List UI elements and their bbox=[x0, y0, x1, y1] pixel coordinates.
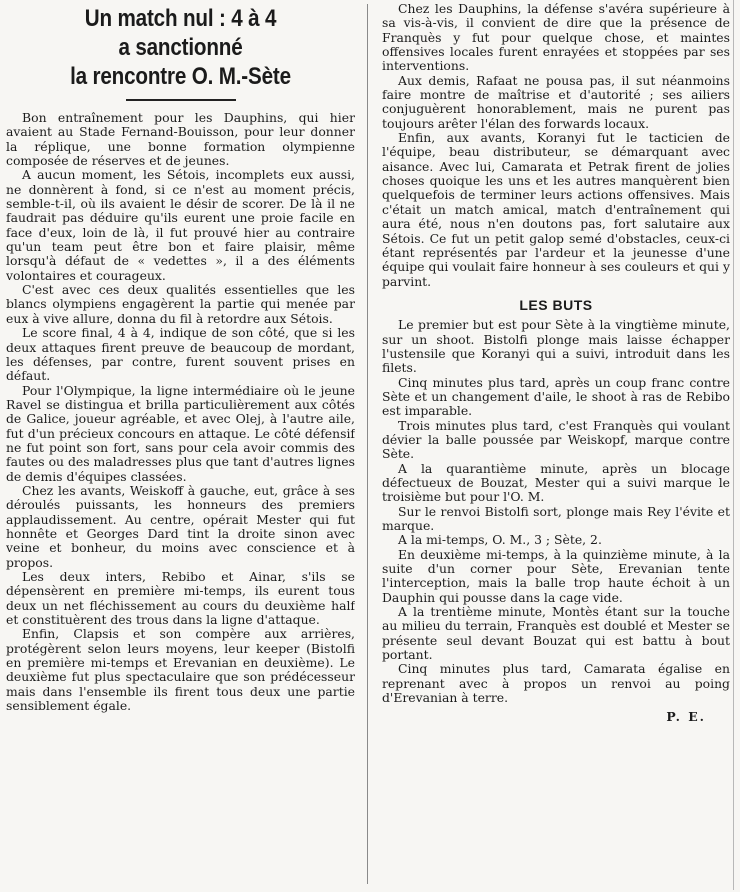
goal-paragraph: Sur le renvoi Bistolfi sort, plonge mais Rey l'évite et marque. bbox=[382, 503, 730, 534]
column-divider bbox=[367, 4, 368, 884]
right-column bbox=[382, 2, 730, 892]
headline-line: Un match nul : 4 à 4 bbox=[84, 5, 277, 32]
article-paragraph: Enfin, aux avants, Koranyi fut le tacticien de l'équipe, beau distributeur, se démarquant avec aisance. Avec lui, Camarata et Petrak firent de jolies choses quoique les uns et les autres manquèrent bien quelquefois de terminer leurs actions offensives. Mais c'était un match amical, match d'entraînement qui aura été, nous n'en doutons pas, fort salutaire aux Sétois. Ce fut un petit galop semé d'obstacles, ceux-ci étant représentés par l'ardeur et la jeunesse d'une équipe qui voulait faire honneur à ses couleurs et qui y parvint. bbox=[382, 130, 730, 289]
article-paragraph: Le score final, 4 à 4, indique de son côté, que si les deux attaques firent preuve de beaucoup de mordant, les défenses, par contre, furent souvent prises en défaut. bbox=[6, 325, 355, 384]
goal-paragraph: Le premier but est pour Sète à la vingtième minute, sur un shoot. Bistolfi plonge mais laisse échapper l'ustensile que Koranyi qui a suivi, introduit dans les filets. bbox=[382, 317, 730, 376]
article-headline bbox=[10, 4, 351, 91]
article-paragraph: A aucun moment, les Sétois, incomplets eux aussi, ne donnèrent à fond, si ce n'est au moment précis, semble-t-il, où ils avaient le désir de scorer. De là il ne faudrait pas déduire qu'ils eurent une proie facile en face d'eux, loin de là, il fut prouvé hier au contraire qu'un team peut être bon et faire plaisir, même lorsqu'à défaut de « vedettes », il a des éléments volontaires et courageux. bbox=[6, 167, 355, 283]
goal-paragraph: Trois minutes plus tard, c'est Franquès qui voulant dévier la balle poussée par Weiskopf, marque contre Sète. bbox=[382, 417, 730, 462]
goal-paragraph: Cinq minutes plus tard, après un coup franc contre Sète et un changement d'aile, le shoot à ras de Rebibo est imparable. bbox=[382, 374, 730, 419]
goal-paragraph: A la quarantième minute, après un blocage défectueux de Bouzat, Mester qui a suivi marque le troisième but pour l'O. M. bbox=[382, 460, 730, 505]
article-paragraph: C'est avec ces deux qualités essentielles que les blancs olympiens engagèrent la partie qui menée par eux à vive allure, donna du fil à retordre aux Sétois. bbox=[6, 282, 355, 326]
article-paragraph: Enfin, Clapsis et son compère aux arrières, protégèrent selon leurs moyens, leur keeper (Bistolfi en première mi-temps et Erevanian en deuxième). Le deuxième fut plus spectaculaire que son prédécesseur mais dans l'ensemble ils firent tous deux une partie sensiblement égale. bbox=[6, 626, 355, 714]
headline-divider bbox=[126, 99, 236, 101]
headline-line: la rencontre O. M.-Sète bbox=[70, 63, 291, 90]
article-paragraph: Les deux inters, Rebibo et Ainar, s'ils se dépensèrent en première mi-temps, ils eurent tous deux un net fléchissement au cours du deuxième half et constituèrent des trous dans la ligne d'attaque. bbox=[6, 569, 355, 628]
article-paragraph: Chez les avants, Weiskoff à gauche, eut, grâce à ses déroulés puissants, les honneurs des premiers applaudissement. Au centre, opérait Mester qui fut honnête et Georges Dard tint la droite sinon avec veine et bonheur, du moins avec conscience et à propos. bbox=[6, 482, 355, 570]
author-signature: P. E. bbox=[666, 708, 706, 724]
article-paragraph: Bon entraînement pour les Dauphins, qui hier avaient au Stade Fernand-Bouisson, pour leur donner la réplique, une bonne formation olympienne composée de réserves et de jeunes. bbox=[6, 110, 355, 169]
goal-paragraph: En deuxième mi-temps, à la quinzième minute, à la suite d'un corner pour Sète, Erevanian tente l'interception, mais la balle trop haute échoit à un Dauphin qui pousse dans la cage vide. bbox=[382, 546, 730, 605]
goal-paragraph: A la mi-temps, O. M., 3 ; Sète, 2. bbox=[398, 532, 602, 548]
section-heading-buts: LES BUTS bbox=[519, 296, 593, 313]
goal-paragraph: Cinq minutes plus tard, Camarata égalise en reprenant avec à propos un renvoi au poing d'Erevanian à terre. bbox=[382, 661, 730, 706]
page-edge bbox=[733, 0, 734, 890]
headline-line: a sanctionné bbox=[118, 34, 243, 61]
article-paragraph: Pour l'Olympique, la ligne intermédiaire où le jeune Ravel se distingua et brilla particulièrement aux côtés de Galice, joueur agréable, et avec Olej, à l'autre aile, fut d'un précieux concours en attaque. Le côté défensif ne fut point son fort, sans pour cela avoir commis des fautes ou des maladresses plus que tant d'autres lignes de demis d'équipes classées. bbox=[6, 382, 355, 484]
left-column bbox=[6, 0, 355, 890]
article-paragraph: Chez les Dauphins, la défense s'avéra supérieure à sa vis-à-vis, il convient de dire que la présence de Franquès y fut pour quelque chose, et maintes offensives locales furent enrayées et stoppées par ses interventions. bbox=[382, 2, 730, 74]
goal-paragraph: A la trentième minute, Montès étant sur la touche au milieu du terrain, Franquès est doublé et Mester se présente seul devant Bouzat qui est battu à bout portant. bbox=[382, 604, 730, 663]
article-paragraph: Aux demis, Rafaat ne pousa pas, il sut néanmoins faire montre de maîtrise et d'autorité ; ses ailiers conjuguèrent honorablement, mais ne purent pas toujours arêter l'élan des forwards locaux. bbox=[382, 72, 730, 131]
